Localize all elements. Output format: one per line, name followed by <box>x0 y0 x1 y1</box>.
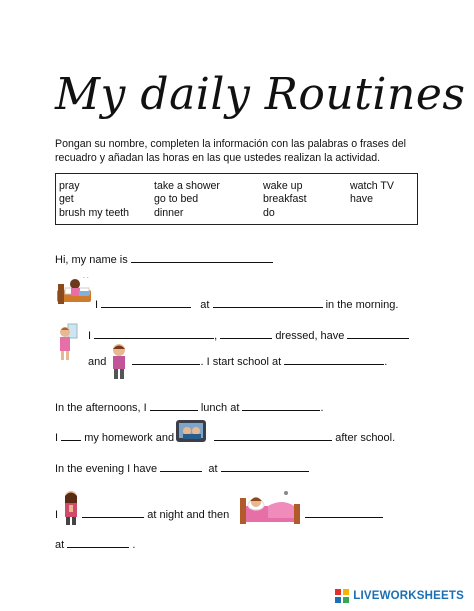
line-text: , <box>214 330 218 342</box>
line-bed-blank <box>305 507 383 522</box>
word-bank-item: go to bed <box>154 193 199 205</box>
line-bedtime <box>55 537 135 552</box>
line-homework <box>55 430 395 445</box>
line-text: I <box>55 509 59 521</box>
word-bank-item: take a shower <box>154 180 220 192</box>
word-bank-item: do <box>263 207 275 219</box>
line-text: I <box>55 432 59 444</box>
line-text: In the evening I have <box>55 463 158 475</box>
answer-blank[interactable] <box>150 400 198 411</box>
wake-up-picture <box>55 276 93 306</box>
answer-blank[interactable] <box>82 507 144 518</box>
answer-blank[interactable] <box>132 354 200 365</box>
line-text: In the afternoons, I <box>55 402 147 414</box>
line-text: . <box>320 402 324 414</box>
line-text: I <box>95 299 99 311</box>
line-text: my homework and <box>84 432 175 444</box>
line-breakfast <box>88 354 387 369</box>
logo-text: LIVEWORKSHEETS <box>353 590 464 602</box>
answer-blank[interactable] <box>347 328 409 339</box>
time-blank[interactable] <box>67 537 129 548</box>
word-bank-item: breakfast <box>263 193 307 205</box>
answer-blank[interactable] <box>160 461 202 472</box>
line-dinner <box>55 461 309 476</box>
word-bank-item: get <box>59 193 74 205</box>
answer-blank[interactable] <box>214 430 332 441</box>
line-text: . I start school at <box>200 356 282 368</box>
line-wake-up <box>95 297 398 312</box>
line-text: in the morning. <box>325 299 399 311</box>
line-text: and <box>88 356 107 368</box>
time-blank[interactable] <box>221 461 309 472</box>
worksheet-title: My daily Routines <box>55 69 466 120</box>
answer-blank[interactable] <box>94 328 214 339</box>
answer-blank[interactable] <box>305 507 383 518</box>
line-lunch <box>55 400 324 415</box>
line-text: dressed, have <box>275 330 345 342</box>
line-text: at <box>200 299 210 311</box>
svg-text:· ·: · · <box>83 276 89 282</box>
name-blank[interactable] <box>131 252 273 263</box>
line-text: after school. <box>335 432 396 444</box>
instructions: Pongan su nombre, completen la información con las palabras o frases del recuadro y añadan las horas en las que ustedes realizan la actividad. <box>55 138 406 164</box>
answer-blank[interactable] <box>101 297 191 308</box>
liveworksheets-logo-icon <box>335 589 349 603</box>
line-name <box>55 252 273 267</box>
line-shower <box>88 328 409 343</box>
time-blank[interactable] <box>284 354 384 365</box>
line-pray <box>55 507 229 522</box>
word-bank-item: wake up <box>263 180 303 192</box>
go-to-bed-picture <box>238 488 302 526</box>
word-bank-item: pray <box>59 180 80 192</box>
line-text: Hi, my name is <box>55 254 128 266</box>
answer-blank[interactable] <box>220 328 272 339</box>
word-bank-item: have <box>350 193 373 205</box>
time-blank[interactable] <box>213 297 323 308</box>
line-text: at <box>55 539 65 551</box>
line-text: at night and then <box>147 509 230 521</box>
answer-blank[interactable] <box>61 430 81 441</box>
word-bank-item: watch TV <box>350 180 394 192</box>
line-text: at <box>208 463 218 475</box>
word-bank-item: brush my teeth <box>59 207 130 219</box>
line-text: lunch at <box>200 402 240 414</box>
line-text: . <box>132 539 136 551</box>
line-text: . <box>384 356 388 368</box>
brush-teeth-picture <box>55 322 81 362</box>
word-bank-item: dinner <box>154 207 184 219</box>
word-bank-box <box>55 173 418 225</box>
time-blank[interactable] <box>242 400 320 411</box>
line-text: I <box>88 330 92 342</box>
liveworksheets-logo <box>335 587 464 605</box>
